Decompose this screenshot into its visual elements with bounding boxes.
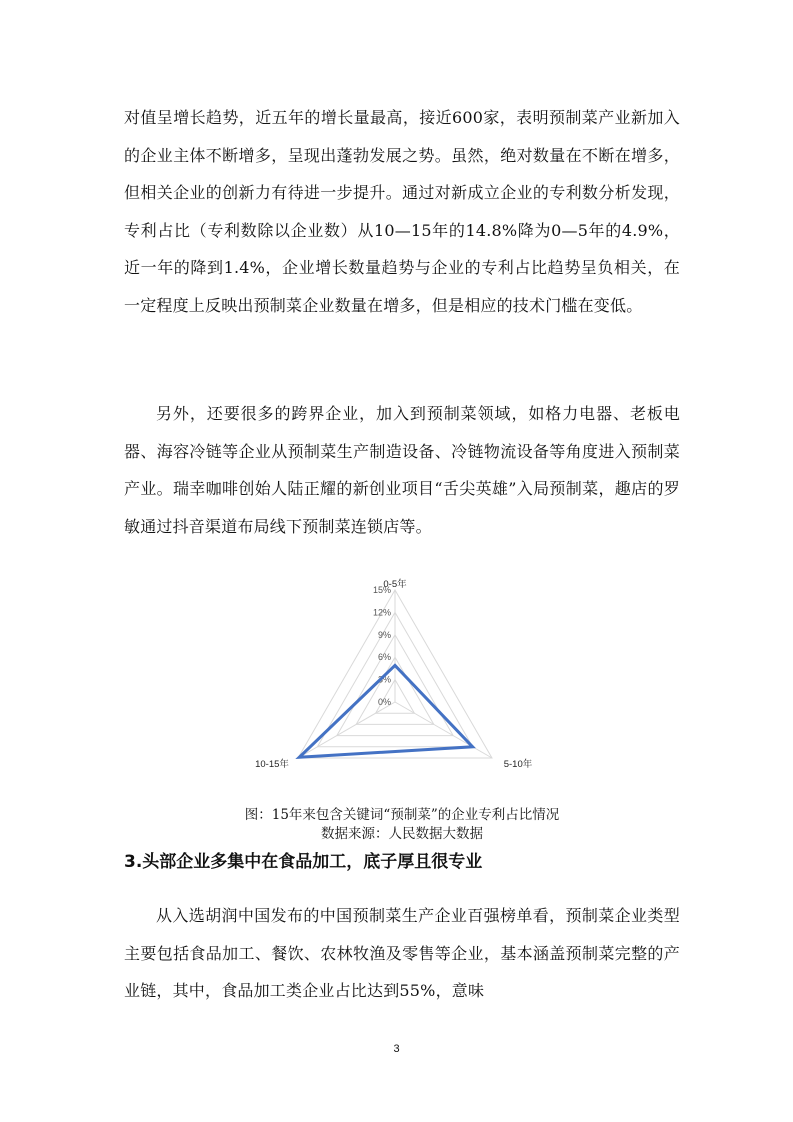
radar-tick-label: 3% [377, 674, 391, 685]
figure-caption: 图：15年来包含关键词“预制菜”的企业专利占比情况 [244, 807, 560, 823]
radar-tick-label: 0% [377, 697, 391, 707]
radar-category-label: 0-5年 [383, 579, 407, 590]
radar-chart [230, 578, 560, 790]
page-number: 3 [393, 1043, 400, 1055]
radar-tick-label: 12% [372, 607, 391, 618]
body-paragraph-1: 对值呈增长趋势，近五年的增长量最高，接近600家，表明预制菜产业新加入的企业主体不断增多，呈现出蓬勃发展之势。虽然，绝对数量在不断在增多，但相关企业的创新力有待进一步提升。通过对新成立企业的专利数分析发现，专利占比（专利数除以企业数）从10—15年的14.8%降为0—5年的4.9%，近一年的降到1.4%，企业增长数量趋势与企业的专利占比趋势呈负相关，在一定程度上反映出预制菜企业数量在增多，但是相应的技术门槛在变低。 [124, 108, 680, 315]
figure-source: 数据来源：人民数据大数据 [321, 826, 483, 842]
section-heading: 3.头部企业多集中在食品加工，底子厚且很专业 [124, 852, 483, 872]
radar-category-label: 10-15年 [255, 759, 289, 770]
radar-category-label: 5-10年 [503, 759, 533, 770]
radar-tick-label: 15% [372, 585, 391, 595]
radar-chart-svg [230, 578, 560, 790]
radar-tick-label: 9% [377, 629, 391, 640]
body-paragraph-3: 从入选胡润中国发布的中国预制菜生产企业百强榜单看，预制菜企业类型主要包括食品加工、餐饮、农林牧渔及零售等企业，基本涵盖预制菜完整的产业链，其中，食品加工类企业占比达到55%，意味 [124, 906, 680, 1000]
body-paragraph-2: 另外，还要很多的跨界企业，加入到预制菜领域，如格力电器、老板电器、海容冷链等企业从预制菜生产制造设备、冷链物流设备等角度进入预制菜产业。瑞幸咖啡创始人陆正耀的新创业项目“舌尖英雄”入局预制菜，趣店的罗敏通过抖音渠道布局线下预制菜连锁店等。 [124, 404, 680, 536]
radar-tick-label: 6% [377, 652, 391, 663]
